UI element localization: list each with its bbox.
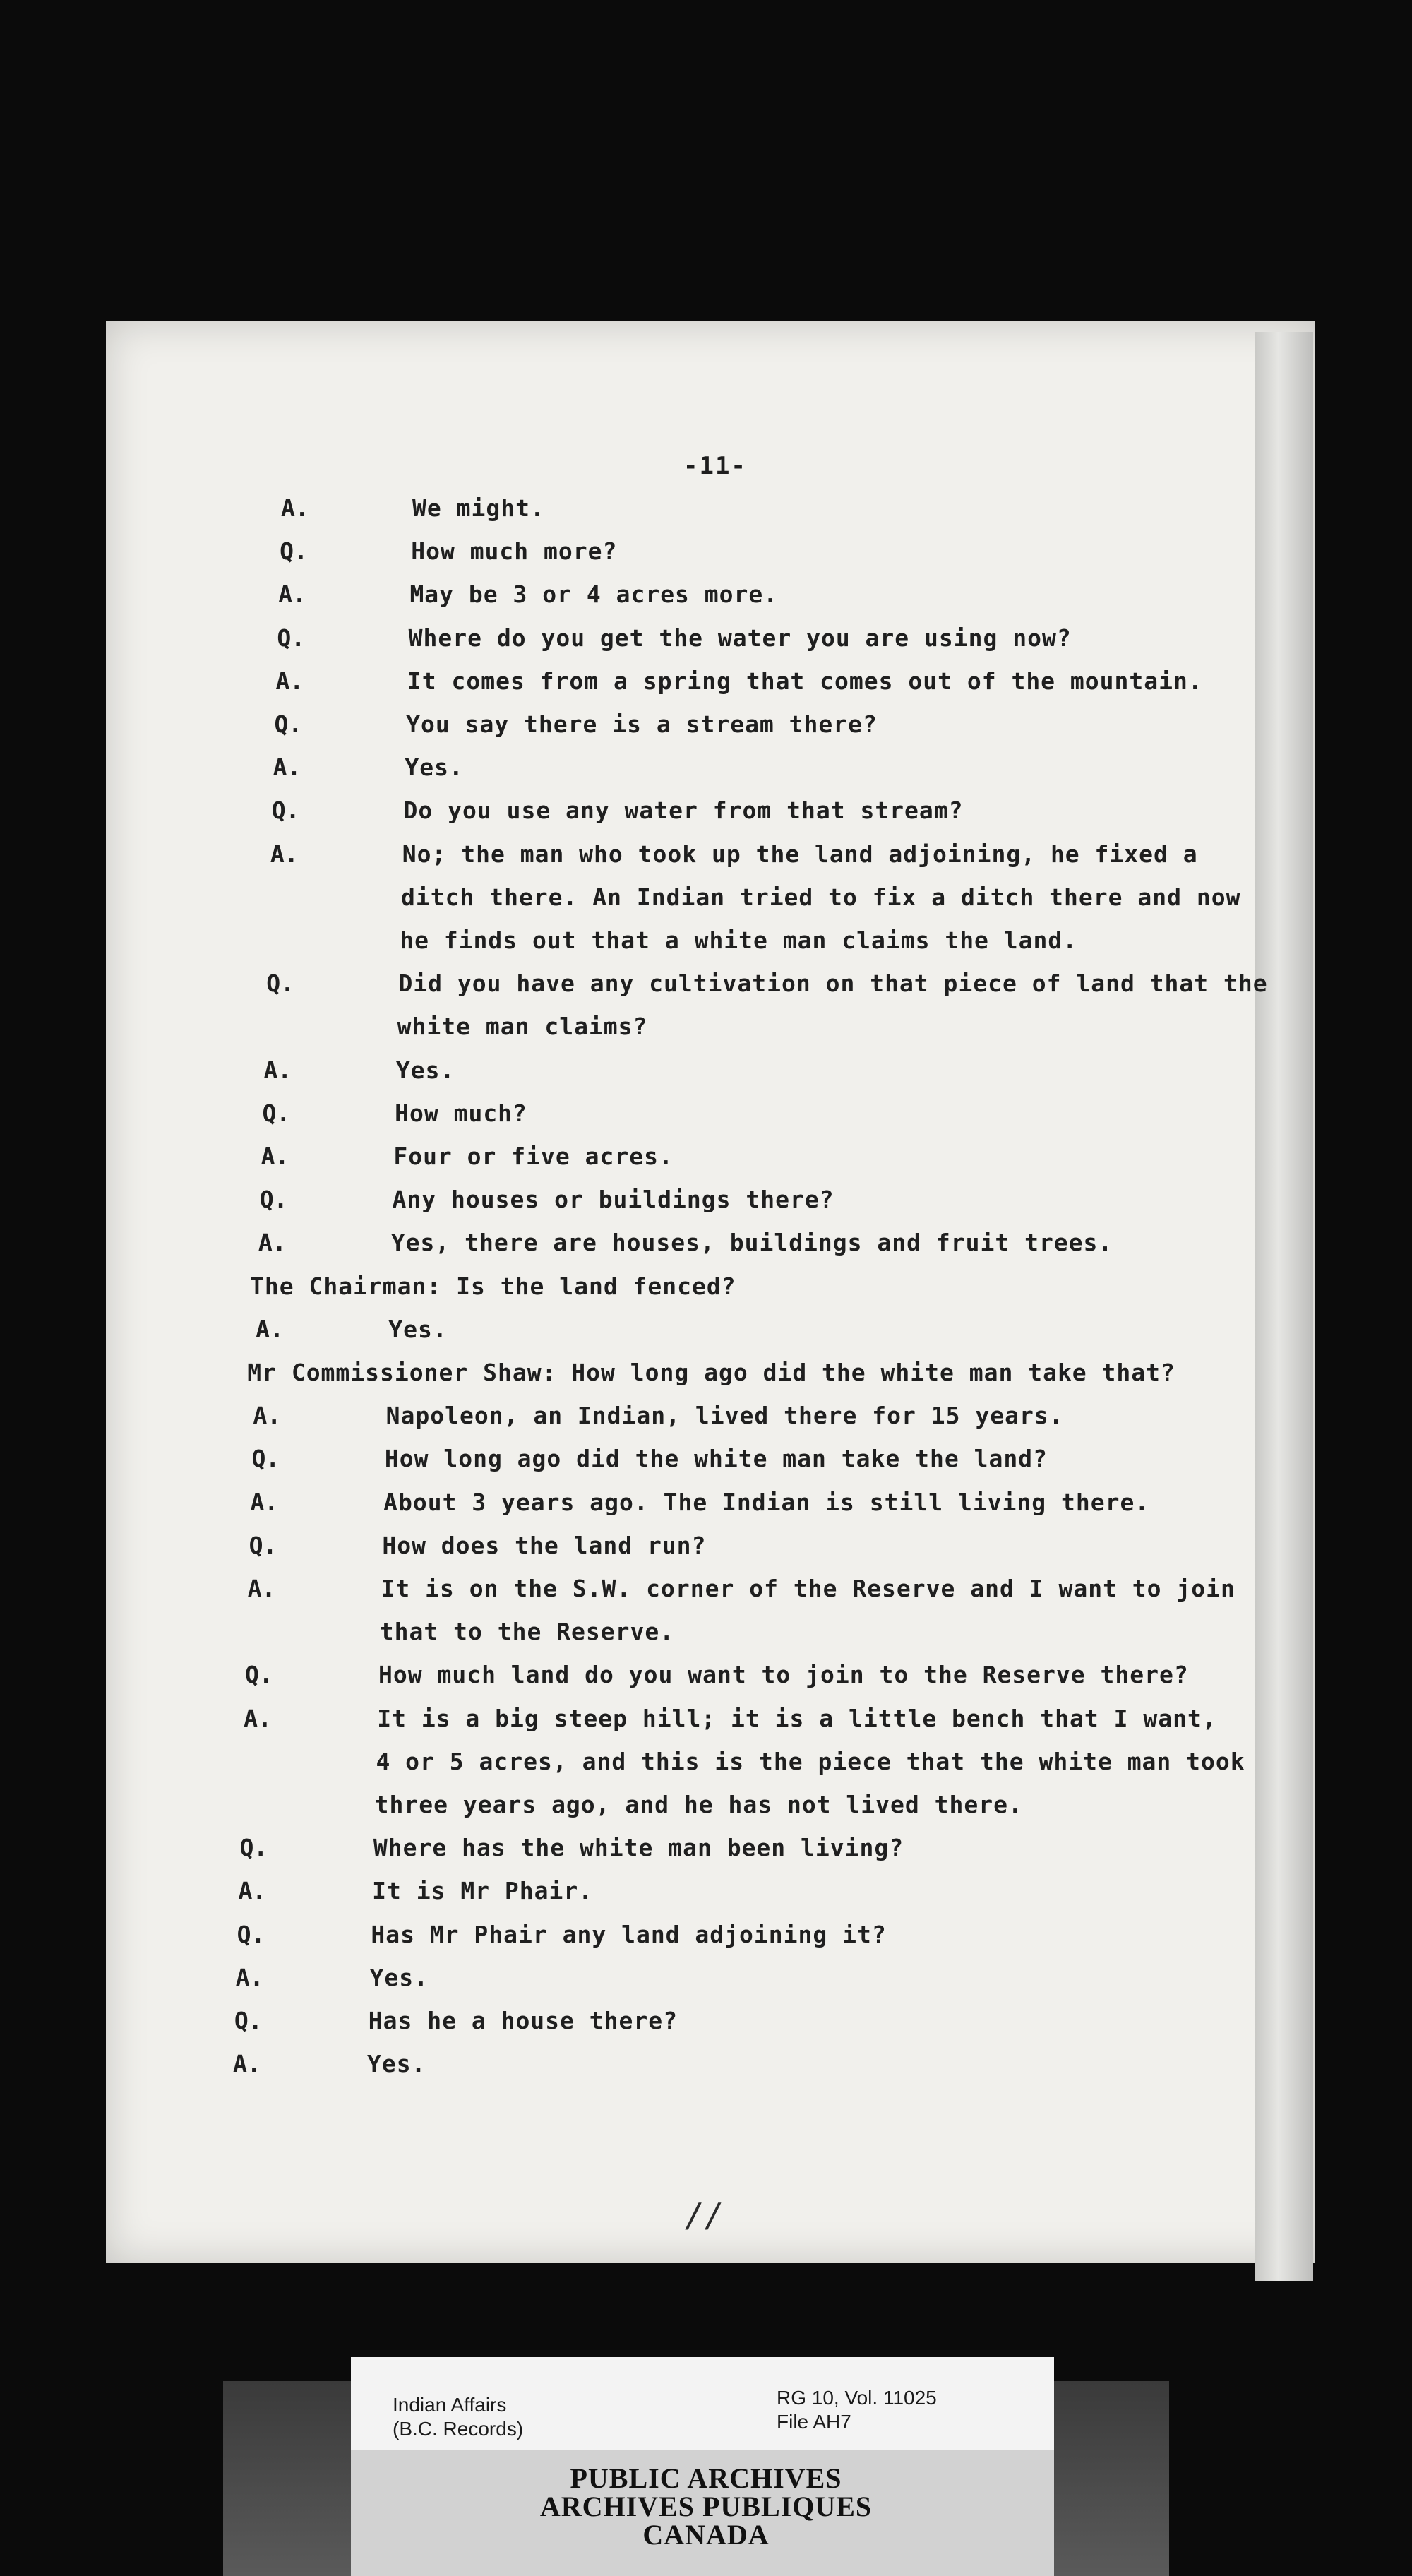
line-text: How does the land run? (382, 1531, 707, 1559)
line-text: that to the Reserve. (379, 1618, 675, 1646)
archive-volume: RG 10, Vol. 11025 (777, 2387, 937, 2409)
line-text: he finds out that a white man claims the land. (400, 926, 1078, 954)
speaker-label: Q. (239, 1834, 268, 1862)
line-text: Yes. (405, 753, 464, 782)
line-text: Four or five acres. (393, 1143, 674, 1170)
line-text: How much land do you want to join to the Reserve there? (378, 1661, 1189, 1689)
speaker-label: A. (278, 580, 306, 609)
speaker-label: Q. (249, 1531, 277, 1559)
line-text: Napoleon, an Indian, lived there for 15 years. (385, 1402, 1064, 1430)
line-text: three years ago, and he has not lived there. (374, 1791, 1023, 1818)
speaker-label: A. (256, 1315, 284, 1343)
line-text: Any houses or buildings there? (392, 1186, 834, 1214)
line-text: Do you use any water from that stream? (403, 797, 964, 825)
line-text: Yes, there are houses, buildings and fruit trees. (390, 1229, 1113, 1257)
speaker-label: Q. (274, 710, 303, 738)
archive-series-title: Indian Affairs (393, 2394, 507, 2416)
line-text: Yes. (369, 1963, 429, 1991)
line-text: Yes. (388, 1315, 448, 1343)
stamp-line-2: ARCHIVES PUBLIQUES (539, 2491, 873, 2522)
line-text: About 3 years ago. The Indian is still living there. (383, 1488, 1150, 1516)
archive-file: File AH7 (777, 2411, 851, 2433)
line-text: Did you have any cultivation on that piece of land that the (398, 970, 1268, 998)
speaker-label: A. (244, 1704, 272, 1732)
line-text: No; the man who took up the land adjoining, he fixed a (402, 840, 1198, 868)
speaker-label: A. (258, 1229, 287, 1257)
speaker-label: Q. (237, 1920, 265, 1948)
speaker-label: A. (261, 1143, 289, 1170)
line-text: Yes. (395, 1056, 455, 1084)
line-text: The Chairman: Is the land fenced? (250, 1272, 736, 1300)
speaker-label: A. (281, 494, 309, 522)
line-text: We might. (412, 494, 545, 522)
line-text: Mr Commissioner Shaw: How long ago did the white man take that? (247, 1359, 1175, 1386)
speaker-label: A. (233, 2050, 261, 2078)
speaker-label: Q. (245, 1661, 273, 1689)
speaker-label: Q. (262, 1099, 291, 1127)
speaker-label: A. (238, 1877, 267, 1905)
speaker-label: A. (275, 667, 304, 695)
page-number: -11- (683, 452, 747, 480)
speaker-label: A. (235, 1963, 264, 1991)
speaker-label: A. (253, 1402, 282, 1430)
line-text: Where do you get the water you are using now? (408, 624, 1072, 652)
line-text: It comes from a spring that comes out of the mountain. (407, 667, 1203, 695)
line-text: white man claims? (397, 1013, 648, 1041)
speaker-label: A. (273, 753, 301, 782)
line-text: How much? (395, 1099, 527, 1127)
line-text: Has Mr Phair any land adjoining it? (371, 1920, 887, 1948)
line-text: Yes. (367, 2050, 426, 2078)
line-text: It is Mr Phair. (372, 1877, 594, 1905)
line-text: It is on the S.W. corner of the Reserve and I want to join (381, 1575, 1236, 1602)
speaker-label: Q. (234, 2007, 263, 2034)
end-mark: // (685, 2196, 724, 2234)
speaker-label: Q. (280, 537, 308, 566)
line-text: Has he a house there? (368, 2007, 678, 2034)
page-edge (1255, 332, 1313, 2281)
line-text: It is a big steep hill; it is a little bench that I want, (377, 1704, 1217, 1732)
speaker-label: A. (270, 840, 299, 868)
speaker-label: A. (247, 1575, 276, 1602)
speaker-label: Q. (259, 1186, 288, 1214)
speaker-label: Q. (266, 970, 294, 998)
line-text: Where has the white man been living? (373, 1834, 904, 1862)
line-text: How much more? (411, 537, 618, 566)
speaker-label: Q. (277, 624, 306, 652)
speaker-label: A. (250, 1488, 279, 1516)
line-text: ditch there. An Indian tried to fix a ditch there and now (401, 883, 1241, 911)
line-text: 4 or 5 acres, and this is the piece that the white man took (376, 1747, 1245, 1775)
stamp-line-1: PUBLIC ARCHIVES (570, 2462, 842, 2494)
speaker-label: Q. (251, 1445, 280, 1473)
speaker-label: Q. (271, 797, 300, 825)
line-text: May be 3 or 4 acres more. (409, 580, 779, 609)
stamp-line-3: CANADA (642, 2519, 770, 2551)
line-text: How long ago did the white man take the land? (384, 1445, 1048, 1473)
speaker-label: A. (263, 1056, 292, 1084)
archive-series-subtitle: (B.C. Records) (393, 2418, 524, 2440)
line-text: You say there is a stream there? (406, 710, 878, 738)
